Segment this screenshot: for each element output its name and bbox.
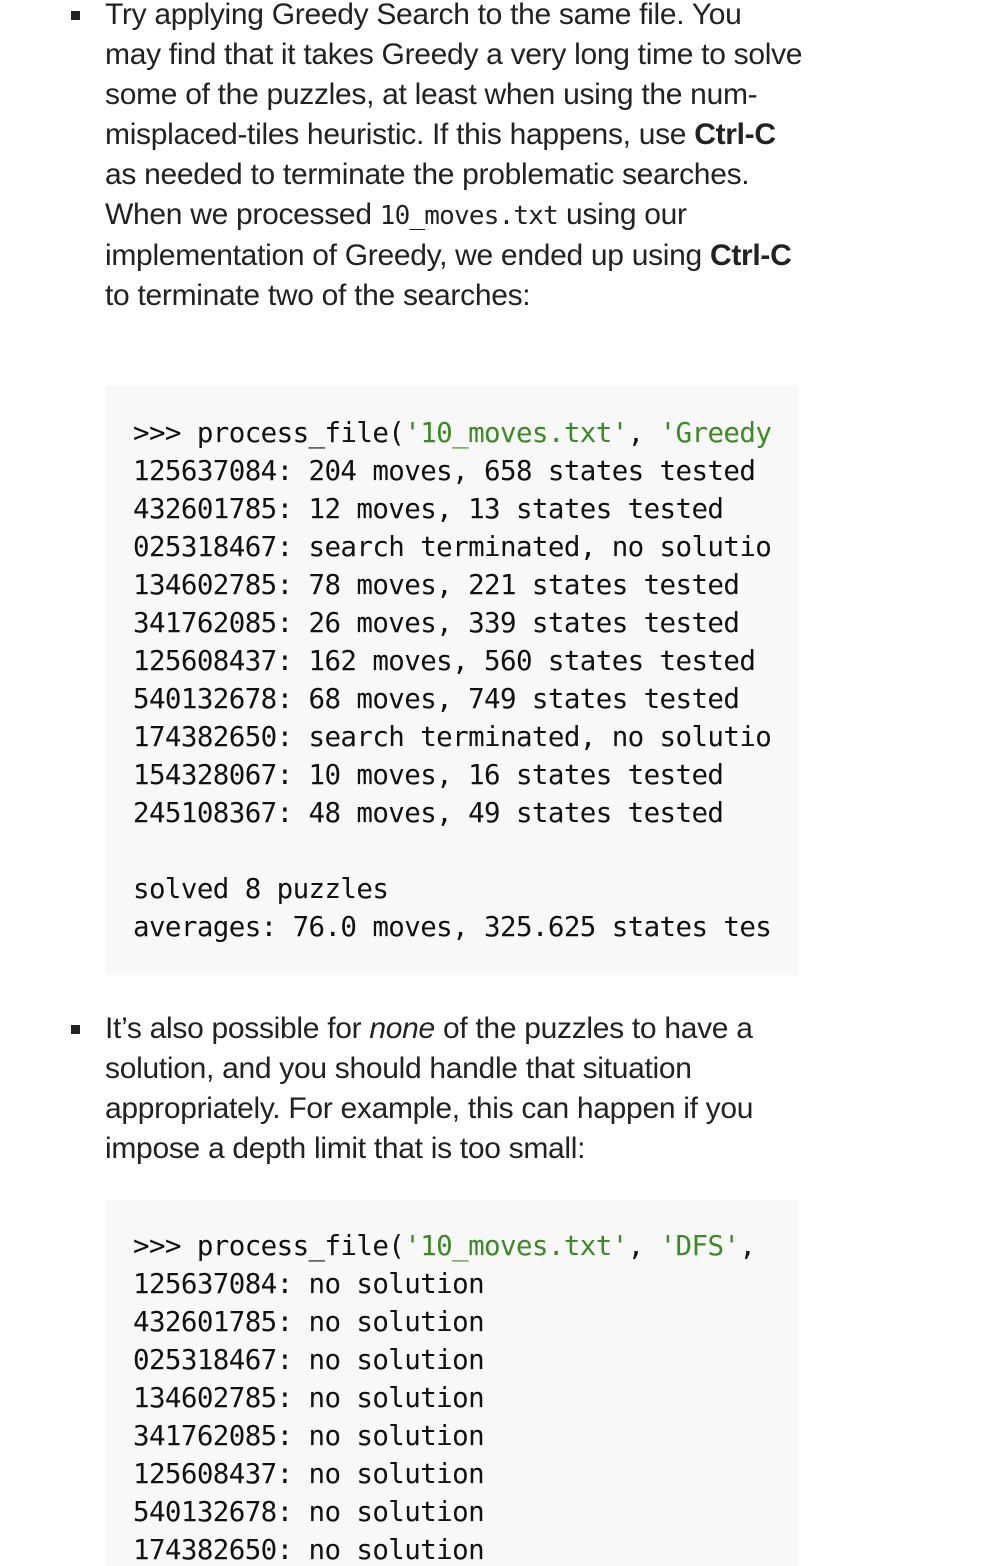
text: It’s also possible for — [105, 1012, 370, 1045]
code-output-line: 125608437: 162 moves, 560 states tested — [133, 645, 756, 677]
inline-code-filename: 10_moves.txt — [379, 201, 558, 231]
code-output-line: 341762085: 26 moves, 339 states tested — [133, 607, 740, 639]
bullet-square-icon — [71, 11, 80, 20]
code-output-line: 125608437: no solution — [133, 1458, 485, 1490]
code-output-line: 341762085: no solution — [133, 1420, 485, 1452]
code-prompt-line: >>> process_file('10_moves.txt', 'Greedy — [133, 417, 772, 449]
paragraph-no-solution — [105, 1009, 805, 1169]
paragraph-greedy — [105, 0, 805, 316]
code-output-line: 245108367: 48 moves, 49 states tested — [133, 797, 724, 829]
keyboard-shortcut: Ctrl-C — [709, 239, 792, 272]
code-output-line: 432601785: 12 moves, 13 states tested — [133, 493, 724, 525]
code-output-line: 540132678: no solution — [133, 1496, 485, 1528]
code-output-line: 134602785: no solution — [133, 1382, 485, 1414]
code-blank-line — [133, 832, 771, 870]
keyboard-shortcut: Ctrl-C — [694, 118, 776, 151]
code-output-line: 174382650: search terminated, no solutio — [133, 721, 772, 753]
text: of the puzzles to have a solution, and you should handle that situation appropriately. For example, this can happen if you impose a depth limit that is too small: — [105, 1012, 754, 1165]
text: using our implementation of Greedy, we ended up using — [105, 198, 710, 272]
code-output-line: 125637084: 204 moves, 658 states tested — [133, 455, 756, 487]
code-summary-line: averages: 76.0 moves, 325.625 states tes — [133, 911, 772, 943]
text: to terminate two of the searches: — [105, 279, 531, 312]
text: Try applying Greedy Search to the same file. You may find that it takes Greedy a very long time to solve some of the puzzles, at least when using the num-misplaced-tiles heuristic. If this happens, use — [105, 0, 803, 151]
code-output-line: 125637084: no solution — [133, 1268, 485, 1300]
code-block-dfs — [105, 1200, 798, 1566]
code-output-line: 432601785: no solution — [133, 1306, 485, 1338]
code-prompt-line: >>> process_file('10_moves.txt', 'DFS', — [133, 1230, 756, 1262]
code-output-line: 025318467: search terminated, no solutio — [133, 531, 772, 563]
code-output-line: 154328067: 10 moves, 16 states tested — [133, 759, 724, 791]
code-block-greedy — [105, 386, 798, 975]
code-output-line: 540132678: 68 moves, 749 states tested — [133, 683, 740, 715]
code-summary-line: solved 8 puzzles — [133, 873, 389, 905]
emphasis: none — [369, 1012, 435, 1045]
text: as needed to terminate the problematic searches. When we processed — [105, 158, 750, 231]
code-output-line: 025318467: no solution — [133, 1344, 485, 1376]
code-output-line: 134602785: 78 moves, 221 states tested — [133, 569, 740, 601]
code-output-line: 174382650: no solution — [133, 1534, 485, 1566]
bullet-square-icon — [71, 1025, 80, 1034]
